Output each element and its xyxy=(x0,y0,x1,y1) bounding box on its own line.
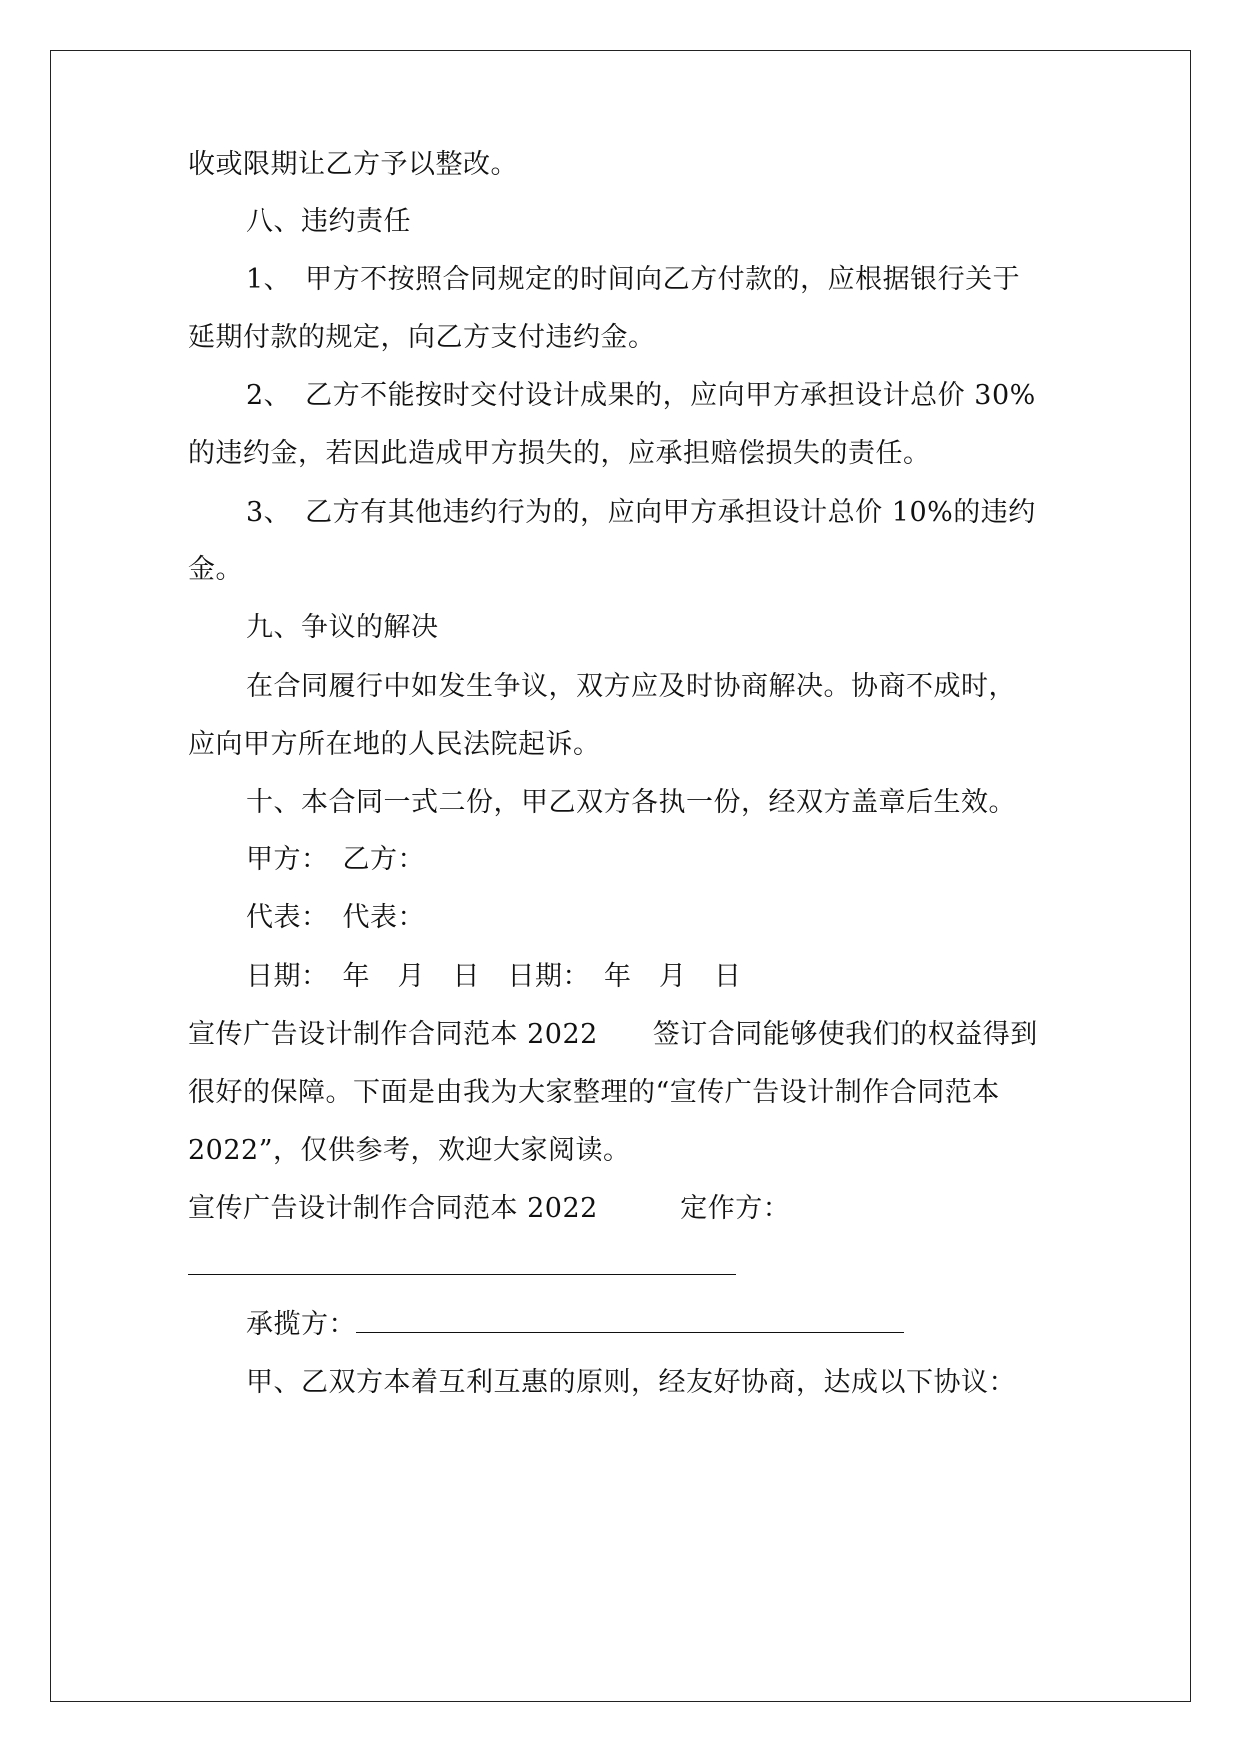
signature-line: 甲方： 乙方： xyxy=(246,844,425,875)
text-line: 很好的保障。下面是由我为大家整理的“宣传广告设计制作合同范本 xyxy=(188,1077,1000,1108)
text-line: 1、 甲方不按照合同规定的时间向乙方付款的，应根据银行关于 xyxy=(246,264,1021,295)
page-border xyxy=(50,50,1191,1702)
section-heading: 九、争议的解决 xyxy=(246,612,439,643)
contractor-line xyxy=(246,1308,904,1342)
text-line: 2022”，仅供参考，欢迎大家阅读。 xyxy=(188,1135,631,1166)
text-line: 金。 xyxy=(188,554,243,585)
text-line: 宣传广告设计制作合同范本 2022 签订合同能够使我们的权益得到 xyxy=(188,1019,1038,1050)
text-line: 应向甲方所在地的人民法院起诉。 xyxy=(188,729,601,760)
text-line: 延期付款的规定，向乙方支付违约金。 xyxy=(188,322,656,353)
section-heading: 八、违约责任 xyxy=(246,206,411,237)
text-line: 的违约金，若因此造成甲方损失的，应承担赔偿损失的责任。 xyxy=(188,438,931,469)
signature-line: 代表： 代表： xyxy=(246,902,425,933)
text-line: 宣传广告设计制作合同范本 2022 定作方： xyxy=(188,1193,791,1224)
text-line: 十、本合同一式二份，甲乙双方各执一份，经双方盖章后生效。 xyxy=(246,787,1016,818)
text-line: 甲、乙双方本着互利互惠的原则，经友好协商，达成以下协议： xyxy=(246,1367,1016,1398)
contractor-label: 承揽方： xyxy=(246,1309,356,1340)
date-line: 日期： 年 月 日 日期： 年 月 日 xyxy=(246,961,742,992)
contractor-underline xyxy=(356,1310,904,1333)
blank-underline-line xyxy=(188,1250,736,1284)
text-line: 3、 乙方有其他违约行为的，应向甲方承担设计总价 10%的违约 xyxy=(246,497,1036,528)
blank-underline xyxy=(188,1252,736,1275)
text-line: 2、 乙方不能按时交付设计成果的，应向甲方承担设计总价 30% xyxy=(246,380,1036,411)
text-line: 在合同履行中如发生争议，双方应及时协商解决。协商不成时， xyxy=(246,671,1016,702)
text-line: 收或限期让乙方予以整改。 xyxy=(188,149,518,180)
